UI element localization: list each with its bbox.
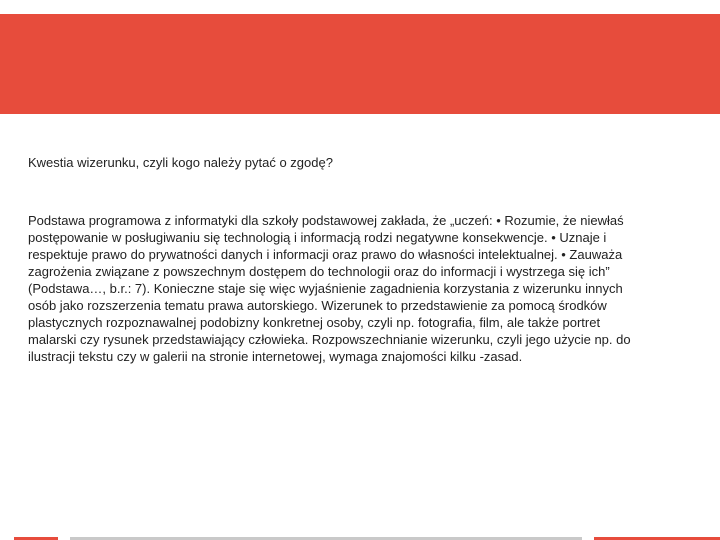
body-line: osób jako rozszerzenia tematu prawa autorskiego. Wizerunek to przedstawienie za pomocą środków [28, 298, 607, 313]
body-line: respektuje prawo do prywatności danych i informacji oraz prawo do własności intelektualnej. • Zauważa [28, 247, 623, 262]
body-line: zagrożenia związane z powszechnym dostępem do technologii oraz do informacji i wystrzega się ich” [28, 264, 610, 279]
body-line: (Podstawa…, b.r.: 7). Konieczne staje się więc wyjaśnienie zagadnienia korzystania z wizerunku innych [28, 281, 623, 296]
header-band [0, 14, 720, 114]
slide-title: Kwestia wizerunku, czyli kogo należy pytać o zgodę? [28, 155, 333, 170]
body-text [28, 212, 720, 365]
body-line: ilustracji tekstu czy w galerii na stronie internetowej, wymaga znajomości kilku -zasad. [28, 349, 523, 364]
body-line: plastycznych rozpoznawalnej podobizny konkretnej osoby, czyli np. fotografia, film, ale także portret [28, 315, 601, 330]
body-line: malarski czy rysunek przedstawiający człowieka. Rozpowszechnianie wizerunku, czyli jego użycie np. do [28, 332, 631, 347]
body-line: Podstawa programowa z informatyki dla szkoły podstawowej zakłada, że „uczeń: • Rozumie, że niewłaś [28, 213, 624, 228]
body-line: postępowanie w posługiwaniu się technologią i informacją rodzi negatywne konsekwencje. • Uznaje i [28, 230, 607, 245]
